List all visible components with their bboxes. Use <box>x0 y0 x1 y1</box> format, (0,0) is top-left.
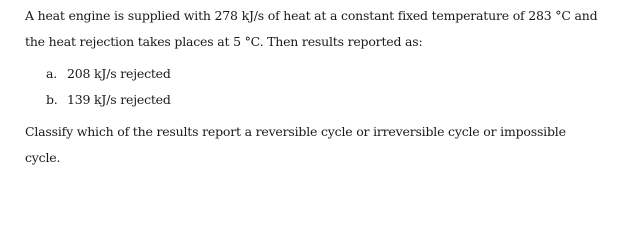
question-line-1: Classify which of the results report a reversible cycle or irreversible cycle or impossible <box>25 124 566 139</box>
result-a-marker: a. <box>46 66 58 81</box>
question-line-2: cycle. <box>25 150 61 165</box>
problem-statement-line-1: A heat engine is supplied with 278 kJ/s of heat at a constant fixed temperature of 283 °C and <box>25 8 598 23</box>
result-b-text: 139 kJ/s rejected <box>67 92 171 107</box>
problem-statement-line-2: the heat rejection takes places at 5 °C. Then results reported as: <box>25 34 423 49</box>
result-a-text: 208 kJ/s rejected <box>67 66 171 81</box>
result-b-marker: b. <box>46 92 58 107</box>
